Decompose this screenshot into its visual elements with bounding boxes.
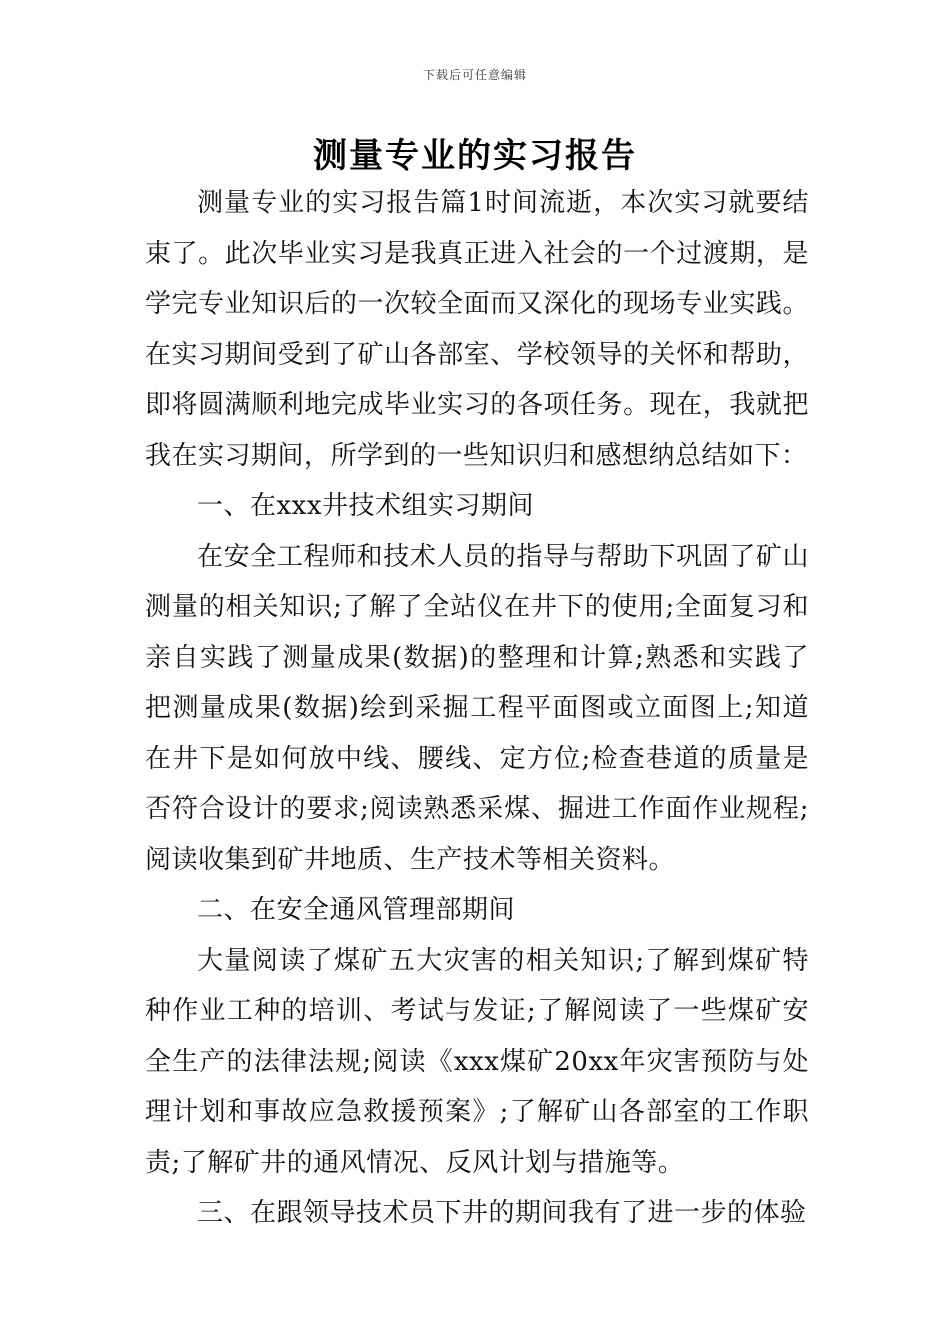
document-body: [145, 178, 809, 1239]
document-title: 测量专业的实习报告: [313, 136, 637, 176]
paragraph-section-2: 大量阅读了煤矿五大灾害的相关知识;了解到煤矿特种作业工种的培训、考试与发证;了解阅读了一些煤矿安全生产的法律法规;阅读《xxx煤矿20xx年灾害预防与处理计划和事故应急救援预案》;了解矿山各部室的工作职责;了解矿井的通风情况、反风计划与措施等。: [145, 945, 809, 1178]
header-note: 下载后可任意编辑: [422, 68, 527, 82]
section-heading-1: 一、在xxx井技术组实习期间: [197, 491, 534, 521]
paragraph-intro: 测量专业的实习报告篇1时间流逝，本次实习就要结束了。此次毕业实习是我真正进入社会的一个过渡期，是学完专业知识后的一次较全面而又深化的现场专业实践。在实习期间受到了矿山各部室、学校领导的关怀和帮助，即将圆满顺利地完成毕业实习的各项任务。现在，我就把我在实习期间，所学到的一些知识归和感想纳总结如下：: [145, 188, 809, 471]
paragraph-section-1: 在安全工程师和技术人员的指导与帮助下巩固了矿山测量的相关知识;了解了全站仪在井下的使用;全面复习和亲自实践了测量成果(数据)的整理和计算;熟悉和实践了把测量成果(数据)绘到采掘工程平面图或立面图上;知道在井下是如何放中线、腰线、定方位;检查巷道的质量是否符合设计的要求;阅读熟悉采煤、掘进工作面作业规程;阅读收集到矿井地质、生产技术等相关资料。: [145, 541, 809, 875]
section-heading-3: 三、在跟领导技术员下井的期间我有了进一步的体验: [197, 1198, 807, 1228]
section-heading-2: 二、在安全通风管理部期间: [197, 895, 516, 925]
